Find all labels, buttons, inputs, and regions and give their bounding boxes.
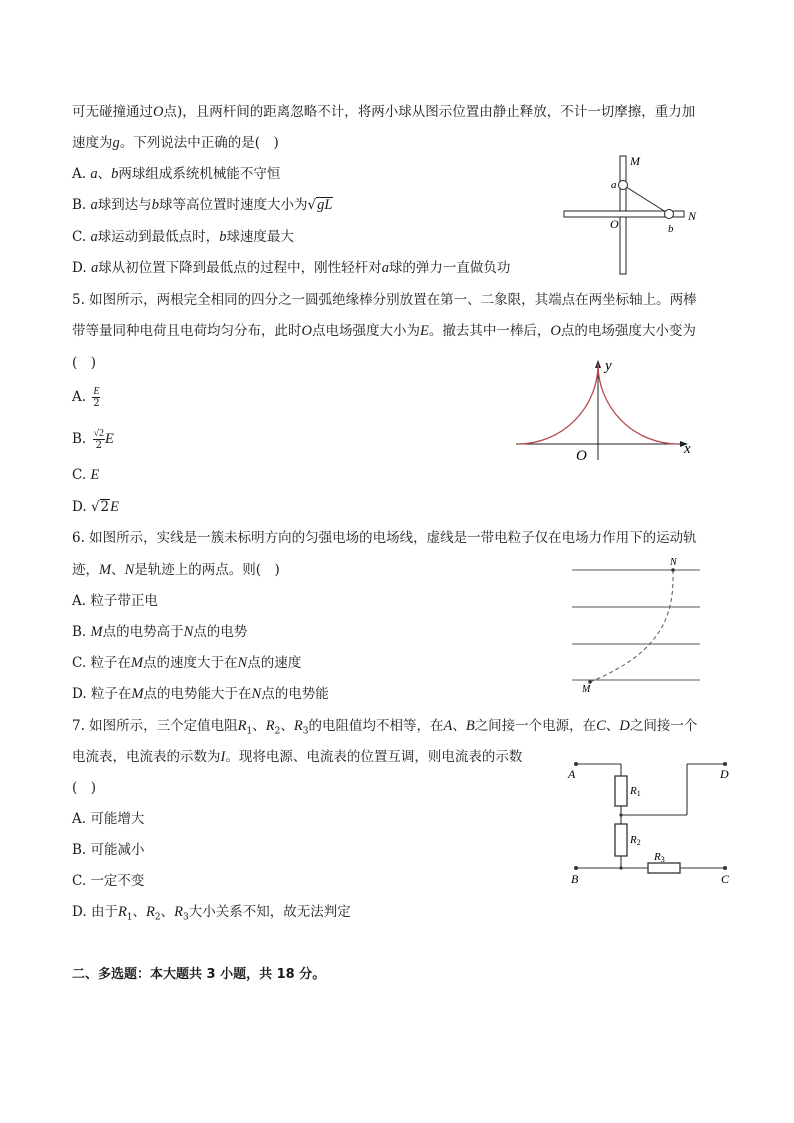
resistor-r3 — [648, 863, 680, 873]
label-C: C — [721, 872, 730, 886]
q7-option-c: C. 一定不变 — [72, 873, 145, 889]
q5-option-c: C. E — [72, 467, 100, 483]
q7-circuit-figure — [560, 752, 740, 887]
resistor-r2 — [615, 824, 627, 856]
q4-option-b: B. a球到达与b球等高位置时速度大小为√gL — [72, 197, 333, 213]
q5-option-a: A. $\frac{E}{2}$ — [72, 386, 100, 409]
section-2-heading: 二、多选题：本大题共 3 小题，共 18 分。 — [72, 967, 326, 982]
label-M: M — [630, 154, 640, 168]
fraction-e-over-2: $\frac{E}{2}$ — [93, 386, 100, 409]
q7-stem-line1: 7. 如图所示，三个定值电阻$R_1$、$R_2$、$R_3$的电阻值均不相等，在A、B之间接一个电源，在C、D之间接一个 — [72, 718, 698, 737]
q6-option-a: A. 粒子带正电 — [72, 593, 158, 609]
particle-trajectory — [590, 570, 673, 682]
sqrt-symbol: √ — [90, 499, 100, 515]
terminal-c — [723, 866, 727, 870]
q5-option-d: D. √2E — [72, 499, 119, 515]
junction-bottom — [619, 866, 622, 869]
label-b: b — [668, 223, 674, 235]
q4-stem-line2: 速度为g。下列说法中正确的是( ) — [72, 135, 279, 151]
q5-stem-line3: ( ) — [72, 355, 97, 371]
q7-option-b: B. 可能减小 — [72, 842, 145, 858]
label-B: B — [571, 872, 579, 886]
q4-stem-line1: 可无碰撞通过O点)，且两杆间的距离忽略不计，将两小球从图示位置由静止释放，不计一切摩擦，重力加 — [72, 104, 696, 120]
q7-option-d: D. 由于$R_1$、$R_2$、$R_3$大小关系不知，故无法判定 — [72, 904, 351, 923]
q5-stem-line2: 带等量同种电荷且电荷均匀分布，此时O点电场强度大小为E。撤去其中一棒后，O点的电场强度大小变为 — [72, 323, 696, 339]
terminal-b — [574, 866, 578, 870]
q5-stem-line1: 5. 如图所示，两根完全相同的四分之一圆弧绝缘棒分别放置在第一、二象限，其端点在两坐标轴上。两棒 — [72, 292, 697, 308]
label-a: a — [611, 179, 617, 191]
q5-arc-figure — [512, 356, 698, 466]
label-R3: R3 — [654, 851, 665, 864]
q6-option-b: B. M点的电势高于N点的电势 — [72, 624, 248, 640]
q5-option-b: B. $\frac{√2}{2}$ E — [72, 428, 114, 451]
ball-a — [619, 181, 628, 190]
terminal-d — [723, 762, 727, 766]
label-R1: R1 — [630, 785, 641, 798]
resistor-r1 — [615, 776, 627, 806]
q6-field-figure — [566, 556, 706, 696]
q6-option-d: D. 粒子在M点的电势能大于在N点的电势能 — [72, 686, 329, 702]
label-M: M — [582, 684, 591, 695]
q7-option-a: A. 可能增大 — [72, 811, 145, 827]
q4-option-a: A. a、b两球组成系统机械能不守恒 — [72, 166, 281, 182]
q6-option-c: C. 粒子在M点的速度大于在N点的速度 — [72, 655, 302, 671]
label-y: y — [605, 358, 612, 374]
label-A: A — [568, 767, 576, 781]
q4-rod-figure — [560, 152, 710, 278]
label-D: D — [720, 767, 729, 781]
arc-first-quadrant — [598, 364, 678, 444]
q4-option-d: D. a球从初位置下降到最低点的过程中，刚性轻杆对a球的弹力一直做负功 — [72, 260, 511, 276]
terminal-a — [574, 762, 578, 766]
q6-stem-line2: 迹，M、N是轨迹上的两点。则( ) — [72, 562, 280, 578]
q6-stem-line1: 6. 如图所示，实线是一簇未标明方向的匀强电场的电场线，虚线是一带电粒子仅在电场力作用下的运动轨 — [72, 530, 697, 546]
label-O: O — [610, 217, 619, 231]
arc-second-quadrant — [518, 364, 598, 444]
label-x: x — [684, 441, 691, 457]
sqrt-symbol: √ — [307, 197, 317, 213]
ball-b — [665, 210, 674, 219]
q7-stem-line3: ( ) — [72, 780, 97, 796]
label-O: O — [576, 448, 587, 464]
label-N: N — [670, 557, 677, 568]
q7-stem-line2: 电流表，电流表的示数为I。现将电源、电流表的位置互调，则电流表的示数 — [72, 749, 523, 765]
label-N: N — [688, 209, 697, 223]
label-R2: R2 — [630, 834, 641, 847]
fraction-root2-over-2: $\frac{√2}{2}$ — [93, 428, 105, 451]
q4-option-c: C. a球运动到最低点时，b球速度最大 — [72, 229, 294, 245]
rigid-rod — [623, 185, 669, 214]
point-N — [671, 568, 675, 572]
